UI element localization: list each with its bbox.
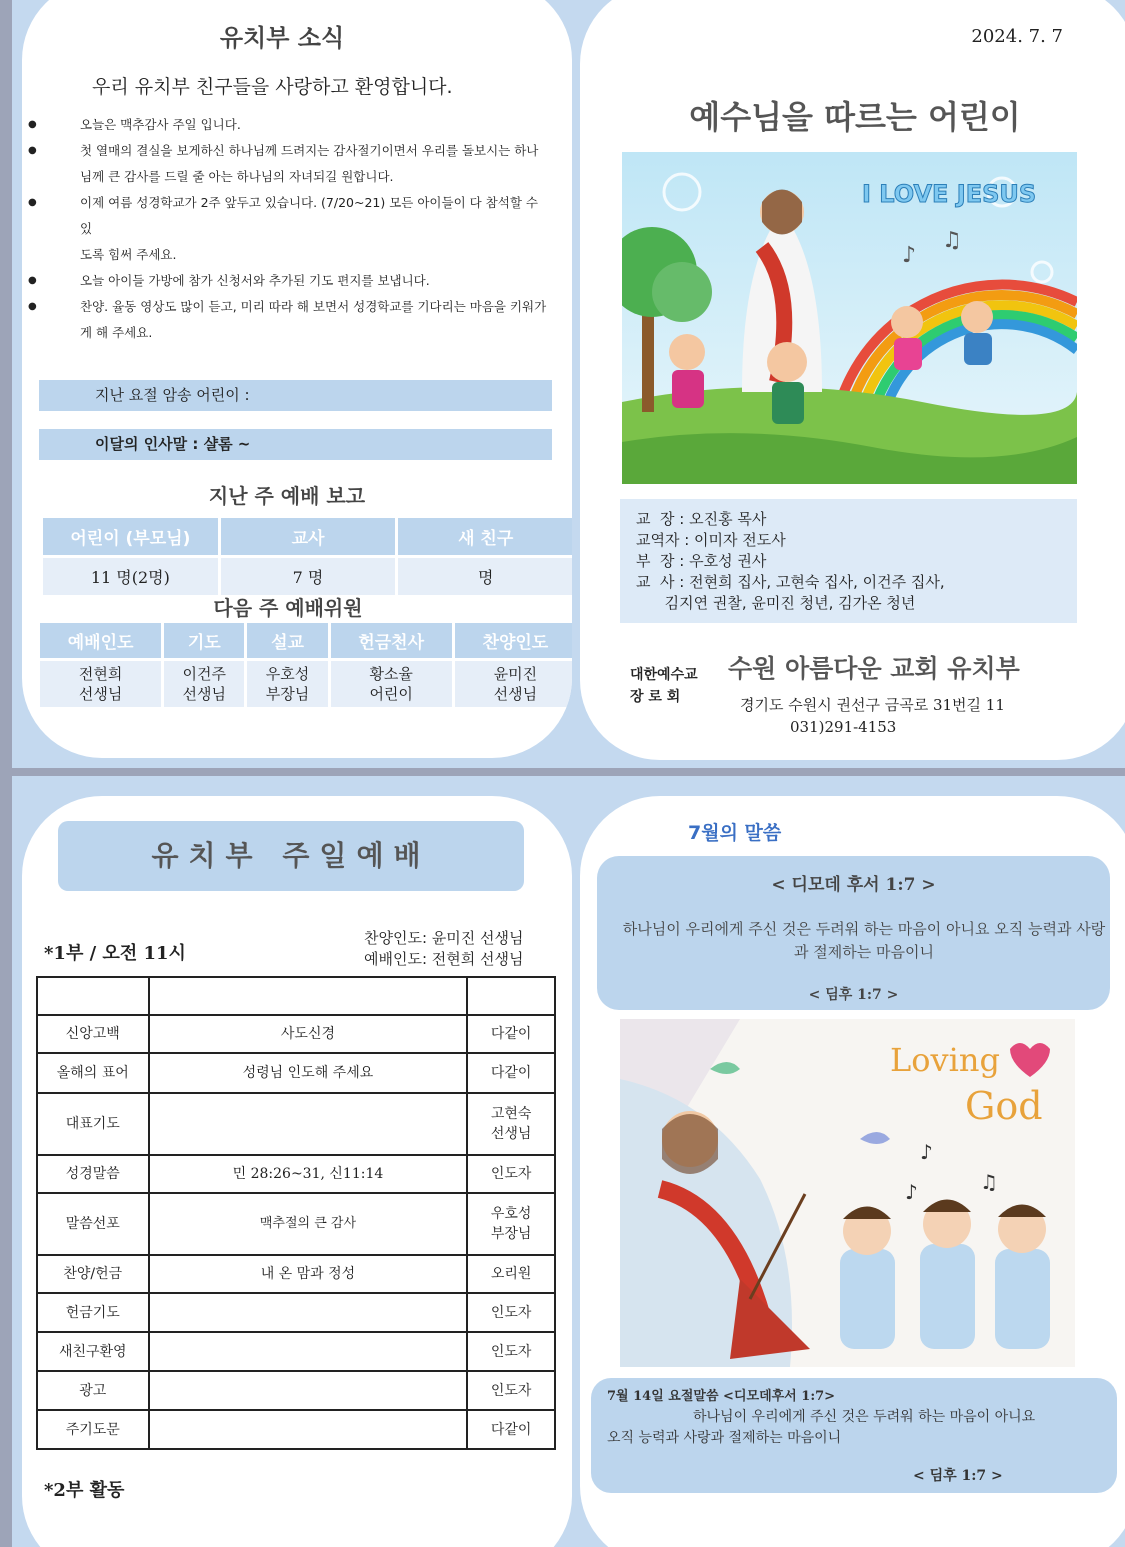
order-item: 헌금기도 — [37, 1293, 149, 1332]
news-title: 유치부 소식 — [219, 24, 345, 52]
news-panel — [22, 0, 572, 758]
church-address: 경기도 수원시 권선구 금곡로 31번길 11 031)291-4153 — [740, 696, 1005, 736]
image-caption-line2: God — [965, 1084, 1043, 1128]
order-content: 사도신경 — [149, 1015, 468, 1053]
illustration-svg — [622, 152, 1077, 484]
church-phone: 031)291-4153 — [790, 718, 897, 736]
church-name: 수원 아름다운 교회 유치부 — [728, 654, 1020, 683]
order-item — [37, 977, 149, 1015]
staff-line: 교역자 : 이미자 전도사 — [636, 531, 786, 549]
staff-line: 김지연 권찰, 윤미진 청년, 김가온 청년 — [636, 594, 916, 612]
bullet-icon: ● — [28, 301, 37, 312]
memory-verse-bar: 지난 요절 암송 어린이 : — [39, 380, 552, 411]
bullet-icon: ● — [28, 119, 37, 130]
memory-verse-box — [591, 1378, 1117, 1493]
order-item: 광고 — [37, 1371, 149, 1410]
report-value: 7 명 — [221, 558, 396, 595]
order-item: 신앙고백 — [37, 1015, 149, 1053]
order-who: 우호성 부장님 — [467, 1193, 555, 1255]
order-item: 말씀선포 — [37, 1193, 149, 1255]
news-bullet: ● 이제 여름 성경학교가 2주 앞두고 있습니다. (7/20~21) 모든 아이들이 다 참석할 수 있 도록 힘써 주세요. — [22, 190, 552, 268]
greeting-bar: 이달의 인사말 : 샬롬 ~ — [39, 429, 552, 460]
order-who: 인도자 — [467, 1371, 555, 1410]
volunteers-table — [37, 620, 572, 710]
worship-panel — [22, 796, 572, 1547]
volunteer-role: 설교 — [247, 623, 327, 658]
volunteers-title: 다음 주 예배위원 — [213, 596, 363, 620]
order-who: 오리원 — [467, 1255, 555, 1293]
news-bullet: ● 찬양. 율동 영상도 많이 듣고, 미리 따라 해 보면서 성경학교를 기다리는 마음을 키워가 게 해 주세요. — [22, 294, 552, 346]
volunteer-name: 윤미진 선생님 — [455, 661, 572, 707]
order-who — [467, 977, 555, 1015]
bullet-icon: ● — [28, 145, 37, 156]
order-item: 찬양/헌금 — [37, 1255, 149, 1293]
bulletin-date: 2024. 7. 7 — [971, 26, 1063, 47]
staff-box — [620, 499, 1077, 623]
order-item: 올해의 표어 — [37, 1053, 149, 1093]
verse-reference: < 디모데 후서 1:7 > — [771, 875, 936, 895]
word-panel — [580, 796, 1125, 1547]
news-bullets — [22, 112, 552, 346]
memory-verse-line: 하나님이 우리에게 주신 것은 두려워 하는 마음이 아니요 — [693, 1409, 1036, 1425]
order-who: 고현숙 선생님 — [467, 1093, 555, 1155]
image-caption-line1: Loving — [890, 1041, 1000, 1079]
part2-title: *2부 활동 — [44, 1480, 125, 1501]
report-header: 교사 — [221, 518, 396, 555]
report-value: 11 명(2명) — [43, 558, 218, 595]
memory-verse-line: 오직 능력과 사랑과 절제하는 마음이니 — [607, 1430, 842, 1446]
report-table — [40, 515, 572, 598]
worship-title: 유치부 주일예배 — [58, 821, 524, 891]
order-content — [149, 1293, 468, 1332]
bottom-spread — [12, 776, 1125, 1547]
order-content — [149, 1093, 468, 1155]
order-content: 성령님 인도해 주세요 — [149, 1053, 468, 1093]
music-note-icon: ♫ — [942, 228, 962, 253]
volunteer-name: 전현희 선생님 — [40, 661, 161, 707]
volunteer-role: 예배인도 — [40, 623, 161, 658]
loving-god-illustration — [620, 1019, 1075, 1367]
verse-source: < 딤후 1:7 > — [808, 987, 899, 1003]
order-content — [149, 1410, 468, 1449]
report-title: 지난 주 예배 보고 — [208, 484, 366, 508]
volunteer-role: 찬양인도 — [455, 623, 572, 658]
staff-line: 교 장 : 오진홍 목사 — [636, 510, 767, 528]
volunteer-role: 헌금천사 — [331, 623, 452, 658]
order-content — [149, 1332, 468, 1371]
order-content: 맥추절의 큰 감사 — [149, 1193, 468, 1255]
order-who: 다같이 — [467, 1015, 555, 1053]
cover-panel — [580, 0, 1125, 760]
order-who: 다같이 — [467, 1410, 555, 1449]
order-content: 내 온 맘과 정성 — [149, 1255, 468, 1293]
order-content — [149, 1371, 468, 1410]
report-header: 어린이 (부모님) — [43, 518, 218, 555]
denomination: 대한예수교 장 로 회 — [630, 667, 698, 705]
volunteer-name: 이건주 선생님 — [164, 661, 244, 707]
music-note-icon: ♫ — [980, 1170, 998, 1194]
illustration2-svg — [620, 1019, 1075, 1367]
report-header: 새 친구 — [398, 518, 572, 555]
worship-order-table — [36, 976, 556, 1450]
news-bullet: ● 첫 열매의 결실을 보게하신 하나님께 드려지는 감사절기이면서 우리를 돌보시는 하나 님께 큰 감사를 드릴 줄 아는 하나님의 자녀되길 원합니다. — [22, 138, 552, 190]
order-item: 대표기도 — [37, 1093, 149, 1155]
staff-line: 교 사 : 전현희 집사, 고현숙 집사, 이건주 집사, — [636, 573, 945, 591]
order-item: 주기도문 — [37, 1410, 149, 1449]
order-who: 인도자 — [467, 1155, 555, 1193]
order-who: 다같이 — [467, 1053, 555, 1093]
leaders: 찬양인도: 윤미진 선생님 예배인도: 전현희 선생님 — [364, 929, 524, 968]
memory-verse-source: < 딤후 1:7 > — [913, 1468, 1003, 1484]
volunteer-name: 황소율 어린이 — [331, 661, 452, 707]
welcome-text: 우리 유치부 친구들을 사랑하고 환영합니다. — [92, 76, 453, 98]
verse-text: 하나님이 우리에게 주신 것은 두려워 하는 마음이 아니요 오직 능력과 사랑 과 절제하는 마음이니 — [622, 920, 1106, 961]
staff-line: 부 장 : 우호성 권사 — [636, 552, 767, 570]
music-note-icon: ♪ — [920, 1140, 933, 1164]
order-content — [149, 977, 468, 1015]
part1-title: *1부 / 오전 11시 — [44, 943, 186, 964]
bullet-icon: ● — [28, 197, 37, 208]
report-value: 명 — [398, 558, 572, 595]
music-note-icon: ♪ — [902, 243, 917, 268]
music-note-icon: ♪ — [905, 1180, 918, 1204]
volunteer-role: 기도 — [164, 623, 244, 658]
verse-box — [597, 856, 1110, 1010]
order-item: 성경말씀 — [37, 1155, 149, 1193]
order-who: 인도자 — [467, 1293, 555, 1332]
bullet-icon: ● — [28, 275, 37, 286]
illustration-caption: I LOVE JESUS — [862, 180, 1037, 208]
jesus-children-illustration — [622, 152, 1077, 484]
order-who: 인도자 — [467, 1332, 555, 1371]
order-item: 새친구환영 — [37, 1332, 149, 1371]
news-bullet: ● 오늘은 맥추감사 주일 입니다. — [22, 112, 552, 138]
cover-title: 예수님을 따르는 어린이 — [689, 98, 1021, 136]
memory-verse-title: 7월 14일 요절말씀 <디모데후서 1:7> — [607, 1389, 836, 1404]
news-bullet: ● 오늘 아이들 가방에 참가 신청서와 추가된 기도 편지를 보냅니다. — [22, 268, 552, 294]
word-title: 7월의 말씀 — [688, 822, 782, 844]
volunteer-name: 우호성 부장님 — [247, 661, 327, 707]
order-content: 민 28:26~31, 신11:14 — [149, 1155, 468, 1193]
top-spread — [12, 0, 1125, 768]
